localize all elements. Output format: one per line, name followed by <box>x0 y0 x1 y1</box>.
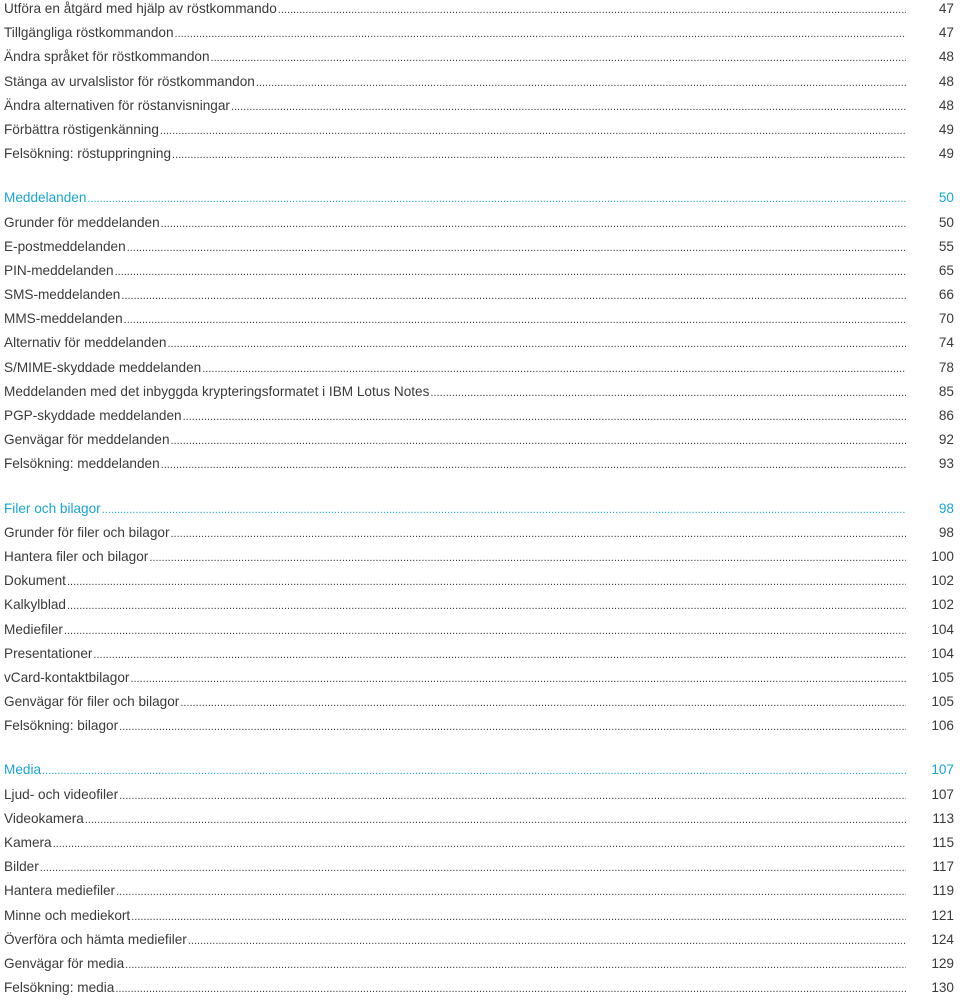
toc-entry-label: Felsökning: media <box>4 980 115 996</box>
toc-entry-label: Felsökning: meddelanden <box>4 456 160 472</box>
toc-page-number: 48 <box>938 97 954 113</box>
toc-entry-label: MMS-meddelanden <box>4 311 123 327</box>
toc-entry[interactable] <box>4 618 954 642</box>
toc-entry-label: Felsökning: bilagor <box>4 718 119 734</box>
dot-leader <box>188 929 906 953</box>
toc-entry-label: Dokument <box>4 573 66 589</box>
dot-leader <box>170 522 906 546</box>
toc-page-number: 130 <box>931 980 954 996</box>
dot-leader <box>85 808 906 832</box>
toc-page-number: 98 <box>938 500 954 516</box>
toc-entry-label: Kamera <box>4 835 52 850</box>
toc-entry[interactable] <box>4 690 954 714</box>
toc-section <box>4 758 954 1000</box>
toc-entry-label: Bilder <box>4 859 39 875</box>
toc-section <box>4 186 954 476</box>
toc-page-number: 92 <box>938 432 954 448</box>
toc-entry-label: Hantera filer och bilagor <box>4 548 149 564</box>
toc-entry-label: Minne och mediekort <box>4 907 131 923</box>
toc-entry-label: Tillgängliga röstkommandon <box>4 25 174 41</box>
dot-leader <box>42 759 906 783</box>
toc-entry-label: Alternativ för meddelanden <box>4 335 167 351</box>
toc-chapter-heading[interactable] <box>4 497 954 521</box>
toc-entry[interactable] <box>4 404 954 428</box>
dot-leader <box>102 498 906 522</box>
toc-entry-label: Videokamera <box>4 810 84 826</box>
toc-section <box>4 0 954 166</box>
toc-page-number: 74 <box>938 335 954 351</box>
toc-page-number: 48 <box>938 73 954 89</box>
toc-entry[interactable] <box>4 452 954 476</box>
dot-leader <box>93 643 906 667</box>
toc-entry[interactable] <box>4 21 954 45</box>
toc-entry-label: Utföra en åtgärd med hjälp av röstkommando <box>4 1 277 16</box>
dot-leader <box>67 594 906 618</box>
toc-entry-label: E-postmeddelanden <box>4 238 126 254</box>
toc-page-number: 47 <box>938 1 954 16</box>
toc-page-number: 121 <box>931 907 954 923</box>
toc-entry[interactable] <box>4 331 954 355</box>
toc-entry[interactable] <box>4 118 954 142</box>
toc-page-number: 78 <box>938 359 954 375</box>
dot-leader <box>430 381 906 405</box>
toc-chapter-heading[interactable] <box>4 186 954 210</box>
toc-page-number: 102 <box>931 573 954 589</box>
toc-page-number: 104 <box>931 621 954 637</box>
toc-entry[interactable] <box>4 831 954 855</box>
toc-page-number: 113 <box>932 810 954 826</box>
toc-entry-label: Felsökning: röstuppringning <box>4 146 172 162</box>
toc-entry-label: Ändra språket för röstkommandon <box>4 49 210 65</box>
dot-leader <box>67 570 906 594</box>
toc-entry[interactable] <box>4 714 954 738</box>
dot-leader <box>116 880 906 904</box>
dot-leader <box>149 546 906 570</box>
toc-page-number: 48 <box>938 49 954 65</box>
toc-entry[interactable] <box>4 976 954 1000</box>
toc-entry-label: Överföra och hämta mediefiler <box>4 931 187 947</box>
toc-entry[interactable] <box>4 928 954 952</box>
toc-page-number: 105 <box>931 694 954 710</box>
toc-page-number: 55 <box>938 238 954 254</box>
dot-leader <box>64 619 906 643</box>
toc-entry[interactable] <box>4 521 954 545</box>
dot-leader <box>115 260 906 284</box>
toc-entry-label: Filer och bilagor <box>4 500 101 516</box>
dot-leader <box>160 119 906 143</box>
toc-entry[interactable] <box>4 783 954 807</box>
toc-entry[interactable] <box>4 428 954 452</box>
dot-leader <box>256 71 906 95</box>
toc-page-number: 119 <box>932 883 954 899</box>
toc-entry-label: Mediefiler <box>4 621 63 637</box>
toc-entry[interactable] <box>4 666 954 690</box>
dot-leader <box>202 357 906 381</box>
toc-entry[interactable] <box>4 45 954 69</box>
toc-page-number: 107 <box>931 786 954 802</box>
toc-entry[interactable] <box>4 142 954 166</box>
toc-page-number: 50 <box>938 190 954 206</box>
toc-page-number: 70 <box>938 311 954 327</box>
toc-entry-label: Grunder för meddelanden <box>4 214 160 230</box>
table-of-contents <box>4 0 954 1000</box>
toc-page-number: 117 <box>932 859 954 875</box>
dot-leader <box>211 46 906 70</box>
toc-entry[interactable] <box>4 259 954 283</box>
toc-entry-label: Kalkylblad <box>4 597 66 613</box>
toc-entry-label: Ljud- och videofiler <box>4 786 119 802</box>
toc-page-number: 107 <box>931 762 954 778</box>
dot-leader <box>161 212 906 236</box>
toc-entry[interactable] <box>4 642 954 666</box>
toc-entry-label: S/MIME-skyddade meddelanden <box>4 359 202 375</box>
toc-entry-label: Ändra alternativen för röstanvisningar <box>4 97 230 113</box>
toc-page-number: 105 <box>931 669 954 685</box>
toc-entry-label: Media <box>4 762 42 778</box>
toc-entry-label: Meddelanden med det inbyggda krypteringsformatet i IBM Lotus Notes <box>4 383 430 399</box>
toc-page-number: 85 <box>938 383 954 399</box>
dot-leader <box>278 0 906 22</box>
toc-entry[interactable] <box>4 380 954 404</box>
toc-chapter-heading[interactable] <box>4 758 954 782</box>
dot-leader <box>183 405 906 429</box>
dot-leader <box>119 715 906 739</box>
dot-leader <box>171 429 906 453</box>
toc-entry-label: PGP-skyddade meddelanden <box>4 408 182 423</box>
dot-leader <box>121 284 906 308</box>
dot-leader <box>180 691 906 715</box>
toc-entry-label: Meddelanden <box>4 190 87 206</box>
toc-entry-label: SMS-meddelanden <box>4 287 121 303</box>
toc-page-number: 86 <box>938 408 954 423</box>
section-gap <box>4 738 954 758</box>
toc-entry-label: Genvägar för media <box>4 955 125 971</box>
dot-leader <box>231 95 906 119</box>
toc-entry[interactable] <box>4 235 954 259</box>
toc-page-number: 50 <box>938 214 954 230</box>
toc-entry-label: Genvägar för meddelanden <box>4 432 170 448</box>
toc-entry[interactable] <box>4 593 954 617</box>
toc-page-number: 65 <box>938 262 954 278</box>
toc-entry[interactable] <box>4 807 954 831</box>
toc-entry-label: Genvägar för filer och bilagor <box>4 694 180 710</box>
section-gap <box>4 166 954 186</box>
dot-leader <box>130 667 906 691</box>
dot-leader <box>161 453 906 477</box>
toc-page-number: 115 <box>932 835 954 850</box>
dot-leader <box>172 143 906 167</box>
dot-leader <box>124 308 906 332</box>
toc-page-number: 98 <box>938 524 954 540</box>
dot-leader <box>127 236 906 260</box>
toc-page-number: 129 <box>931 955 954 971</box>
toc-page-number: 49 <box>938 146 954 162</box>
toc-entry[interactable] <box>4 211 954 235</box>
toc-entry[interactable] <box>4 952 954 976</box>
toc-entry[interactable] <box>4 855 954 879</box>
dot-leader <box>167 332 906 356</box>
toc-entry[interactable] <box>4 70 954 94</box>
toc-page-number: 104 <box>931 645 954 661</box>
toc-entry-label: vCard-kontaktbilagor <box>4 669 130 685</box>
dot-leader <box>125 953 906 977</box>
toc-page-number: 102 <box>931 597 954 613</box>
toc-entry[interactable] <box>4 356 954 380</box>
dot-leader <box>131 905 906 929</box>
toc-entry[interactable] <box>4 0 954 21</box>
dot-leader <box>119 784 906 808</box>
toc-section <box>4 497 954 739</box>
toc-entry-label: Stänga av urvalslistor för röstkommandon <box>4 73 255 89</box>
toc-entry-label: PIN-meddelanden <box>4 262 114 278</box>
toc-page-number: 93 <box>938 456 954 472</box>
toc-entry-label: Förbättra röstigenkänning <box>4 121 159 137</box>
dot-leader <box>175 22 906 46</box>
toc-entry[interactable] <box>4 94 954 118</box>
toc-entry[interactable] <box>4 545 954 569</box>
toc-page-number: 124 <box>931 931 954 947</box>
toc-entry[interactable] <box>4 879 954 903</box>
toc-entry[interactable] <box>4 904 954 928</box>
dot-leader <box>40 856 906 880</box>
dot-leader <box>115 977 906 1001</box>
toc-page-number: 66 <box>938 287 954 303</box>
toc-page-number: 49 <box>938 121 954 137</box>
toc-entry-label: Hantera mediefiler <box>4 883 116 899</box>
section-gap <box>4 477 954 497</box>
toc-page-number: 106 <box>931 718 954 734</box>
dot-leader <box>87 187 906 211</box>
toc-entry[interactable] <box>4 307 954 331</box>
toc-entry[interactable] <box>4 283 954 307</box>
toc-entry-label: Grunder för filer och bilagor <box>4 524 170 540</box>
toc-page-number: 100 <box>931 548 954 564</box>
toc-entry-label: Presentationer <box>4 645 93 661</box>
toc-page-number: 47 <box>938 25 954 41</box>
toc-entry[interactable] <box>4 569 954 593</box>
dot-leader <box>53 832 906 856</box>
